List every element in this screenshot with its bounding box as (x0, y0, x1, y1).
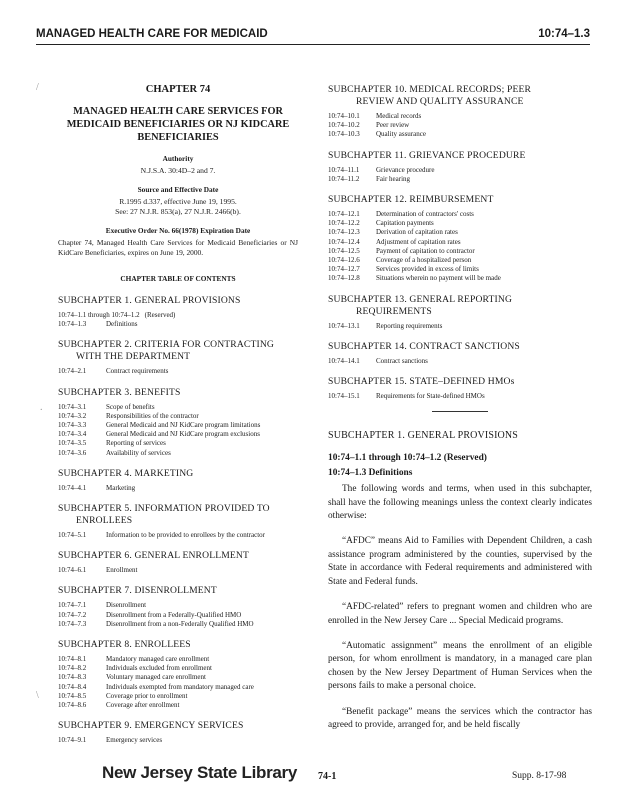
toc-entry (58, 601, 298, 610)
toc-subchapter-title-text: SUBCHAPTER 1. GENERAL PROVISIONS (58, 295, 241, 306)
toc-entry-title: Quality assurance (376, 130, 426, 139)
toc-entry-title: Coverage of a hospitalized person (376, 256, 472, 265)
toc-entry-number: 10:74–10.3 (328, 130, 360, 139)
toc-entry-title: (Reserved) (144, 311, 176, 319)
margin-mark: . (40, 402, 43, 413)
toc-entry-title: Individuals exempted from mandatory managed care (106, 682, 254, 691)
section-divider (432, 411, 488, 412)
right-column (328, 84, 592, 744)
toc-subchapter-title-text: SUBCHAPTER 13. GENERAL REPORTING (328, 293, 513, 305)
toc-entry-title: Capitation payments (376, 219, 434, 228)
toc-entry (328, 322, 592, 331)
toc-subchapter (328, 341, 592, 366)
toc-subchapter-title (328, 376, 592, 388)
toc-entry (58, 311, 298, 320)
toc-subchapter-title-text: SUBCHAPTER 8. ENROLLEES (58, 639, 191, 651)
toc-subchapter (58, 585, 298, 629)
toc-subchapter-title (58, 387, 298, 399)
body-paragraph: “Automatic assignment” means the enrollment of an eligible person, for whom enrollment is mandatory, in a managed care plan chosen by the New Jersey Department of Human Services when the persons fails to make a personal choice. (328, 640, 592, 692)
toc-entry-number: 10:74–7.1 (58, 601, 87, 610)
toc-entry-number: 10:74–12.4 (328, 237, 360, 246)
toc-entry-number: 10:74–12.1 (328, 210, 360, 219)
toc-entry-title: Requirements for State-defined HMOs (376, 392, 485, 401)
toc-entry-number: 10:74–12.8 (328, 274, 360, 283)
toc-subchapter (58, 387, 298, 458)
toc-subchapter-title (58, 585, 298, 597)
toc-entry (328, 130, 592, 139)
toc-entry (58, 566, 298, 575)
toc-subchapter (58, 468, 298, 493)
toc-entry-title: Disenrollment from a Federally-Qualified HMO (106, 610, 242, 619)
toc-entry (328, 265, 592, 274)
toc-entry-title: Scope of benefits (106, 402, 155, 411)
toc-subchapter (328, 84, 592, 140)
toc-subchapter-title (328, 341, 592, 353)
toc-entry-title: Peer review (376, 121, 410, 130)
toc-entry (58, 692, 298, 701)
toc-entry (328, 256, 592, 265)
toc-entry-title: Reporting of services (106, 439, 166, 448)
toc-entry-title: Contract requirements (106, 367, 169, 376)
toc-subchapter-title-text: SUBCHAPTER 12. REIMBURSEMENT (328, 194, 494, 206)
toc-entry-number: 10:74–12.6 (328, 256, 360, 265)
toc-entry-title: Situations wherein no payment will be made (376, 274, 501, 283)
toc-entry-number: 10:74–3.1 (58, 402, 87, 411)
toc-entry-number: 10:74–10.1 (328, 112, 360, 120)
toc-subchapter-title-text: SUBCHAPTER 11. GRIEVANCE PROCEDURE (328, 149, 526, 161)
toc-subchapter-title-text: SUBCHAPTER 2. CRITERIA FOR CONTRACTING (58, 339, 274, 351)
toc-subchapter-title (328, 150, 592, 162)
toc-entry-number: 10:74–12.3 (328, 228, 360, 237)
toc-entry (328, 392, 592, 401)
toc-entry-number: 10:74–8.5 (58, 691, 87, 700)
toc-entry-number: 10:74–12.7 (328, 265, 360, 274)
source-line-2: See: 27 N.J.R. 853(a), 27 N.J.R. 2466(b). (115, 207, 241, 216)
toc-entry (58, 655, 298, 664)
toc-entry (58, 531, 298, 540)
toc-entry-title: Disenrollment (106, 601, 147, 610)
toc-subchapter (58, 639, 298, 710)
toc-entry-number: 10:74–3.4 (58, 430, 87, 439)
source-heading: Source and Effective Date (137, 185, 219, 194)
toc-entry (328, 175, 592, 184)
authority-heading: Authority (162, 154, 194, 163)
toc-entry (328, 357, 592, 366)
toc-subchapter-title-text: SUBCHAPTER 14. CONTRACT SANCTIONS (328, 340, 520, 352)
toc-entry-title: Determination of contractors' costs (376, 210, 474, 219)
toc-heading: CHAPTER TABLE OF CONTENTS (120, 274, 236, 283)
toc-entry (58, 320, 298, 329)
toc-entry (58, 620, 298, 629)
body-paragraph: “Benefit package” means the services which the contractor has agreed to provide, arranged for, and be held fiscally (328, 706, 592, 730)
toc-subchapter (58, 720, 298, 745)
toc-entry-number: 10:74–8.3 (58, 673, 87, 682)
toc-entry (58, 367, 298, 376)
toc-entry-number: 10:74–8.4 (58, 682, 87, 691)
toc-subchapter-title-cont: WITH THE DEPARTMENT (76, 351, 191, 363)
toc-subchapter-title (328, 194, 592, 206)
body-paragraph: “AFDC-related” refers to pregnant women and children who are enrolled in the New Jersey Care ... Special Medicaid programs. (328, 602, 592, 626)
toc-entry (328, 210, 592, 219)
toc-right (328, 84, 592, 401)
supplement-date: Supp. 8-17-98 (512, 771, 567, 781)
toc-subchapter-title-text: SUBCHAPTER 15. STATE–DEFINED HMOs (328, 376, 515, 388)
toc-entry-title: Responsibilities of the contractor (106, 411, 199, 420)
toc-entry-title: Definitions (106, 320, 138, 329)
toc-entry-number: 10:74–3.6 (58, 448, 87, 457)
header-section: 10:74–1.3 (538, 28, 590, 40)
definitions-heading: 10:74–1.3 Definitions (328, 468, 413, 479)
toc-entry-number: 10:74–12.2 (328, 219, 360, 228)
toc-entry (328, 274, 592, 283)
toc-entry-title: Reporting requirements (376, 321, 443, 330)
toc-subchapter-title (58, 720, 298, 732)
toc-entry-number: 10:74–3.3 (58, 421, 87, 430)
toc-entry-title: Payment of capitation to contractor (376, 246, 475, 255)
toc-entry-number: 10:74–15.1 (328, 392, 360, 401)
toc-entry (58, 683, 298, 692)
toc-entry-number: 10:74–7.2 (58, 610, 87, 619)
toc-entry (58, 701, 298, 710)
toc-subchapter (328, 376, 592, 401)
source-line-1: R.1995 d.337, effective June 19, 1995. (119, 197, 237, 206)
toc-subchapter-title (328, 84, 592, 108)
toc-entry-number: 10:74–2.1 (58, 367, 87, 376)
toc-entry-title: Emergency services (106, 736, 163, 745)
toc-entry (328, 121, 592, 130)
running-header (36, 26, 590, 44)
body-text (328, 483, 592, 732)
toc-subchapter-title-text: SUBCHAPTER 7. DISENROLLMENT (58, 585, 217, 597)
toc-subchapter-title (58, 503, 298, 527)
toc-entry (58, 439, 298, 448)
body-paragraph: The following words and terms, when used in this subchapter, shall have the following meanings unless the context clearly indicates otherwise: (328, 484, 592, 522)
library-stamp: New Jersey State Library (102, 763, 298, 782)
margin-mark: \ (36, 690, 39, 701)
toc-entry-number: 10:74–11.2 (328, 174, 360, 183)
page-number: 74-1 (318, 771, 337, 782)
toc-entry-number: 10:74–1.3 (58, 320, 87, 329)
toc-entry (58, 403, 298, 412)
toc-subchapter-title-text: SUBCHAPTER 10. MEDICAL RECORDS; PEER (328, 84, 532, 95)
toc-subchapter-title-text: SUBCHAPTER 5. INFORMATION PROVIDED TO (58, 503, 270, 515)
toc-entry-title: Coverage prior to enrollment (106, 691, 188, 700)
toc-subchapter-title-cont: REVIEW AND QUALITY ASSURANCE (356, 96, 524, 107)
toc-left (58, 295, 298, 745)
toc-subchapter (328, 150, 592, 184)
toc-subchapter (328, 194, 592, 284)
toc-entry-number: 10:74–8.6 (58, 701, 87, 710)
toc-entry-title: Disenrollment from a non-Federally Qualified HMO (106, 619, 254, 628)
toc-subchapter-title-text: SUBCHAPTER 3. BENEFITS (58, 386, 181, 398)
toc-entry (58, 430, 298, 439)
toc-entry (328, 219, 592, 228)
toc-subchapter (328, 294, 592, 331)
chapter-title: MANAGED HEALTH CARE SERVICES FOR MEDICAID BENEFICIARIES OR NJ KIDCARE BENEFICIARIES (66, 106, 290, 143)
toc-entry (328, 166, 592, 175)
toc-subchapter-title (58, 295, 298, 307)
toc-entry-number: 10:74–14.1 (328, 356, 360, 365)
toc-entry (58, 449, 298, 458)
toc-subchapter-title (58, 339, 298, 363)
toc-entry-number: 10:74–12.5 (328, 246, 360, 255)
toc-entry-title: Availability of services (106, 448, 171, 457)
toc-entry (328, 247, 592, 256)
reserved-heading: 10:74–1.1 through 10:74–1.2 (Reserved) (328, 453, 487, 464)
toc-entry (58, 611, 298, 620)
toc-subchapter-title (58, 639, 298, 651)
toc-subchapter (58, 503, 298, 540)
header-title: MANAGED HEALTH CARE FOR MEDICAID (36, 28, 268, 40)
toc-subchapter-title-cont: REQUIREMENTS (356, 305, 432, 317)
body-paragraph: “AFDC” means Aid to Families with Dependent Children, a cash assistance program administered by the counties, supervised by the State in accordance with Federal requirements and administered with State and Federal funds. (328, 536, 592, 587)
toc-entry (58, 673, 298, 682)
toc-entry-title: Individuals excluded from enrollment (106, 664, 212, 673)
toc-entry-number: 10:74–3.2 (58, 411, 87, 420)
toc-entry (58, 736, 298, 745)
toc-subchapter-title-text: SUBCHAPTER 4. MARKETING (58, 467, 194, 479)
toc-entry-number: 10:74–8.1 (58, 655, 87, 664)
toc-entry-number: 10:74–3.5 (58, 439, 87, 448)
toc-entry-number: 10:74–1.1 through 10:74–1.2 (58, 311, 140, 319)
toc-subchapter-title-text: SUBCHAPTER 6. GENERAL ENROLLMENT (58, 550, 249, 562)
exec-order-text: Chapter 74, Managed Health Care Services for Medicaid Beneficiaries or NJ KidCare Beneficiaries, expires on June 19, 2000. (58, 238, 298, 257)
margin-mark: / (36, 82, 39, 93)
toc-entry-title: Services provided in excess of limits (376, 265, 479, 274)
toc-entry-title: Mandatory managed care enrollment (106, 655, 210, 664)
toc-subchapter-title (328, 294, 592, 318)
toc-entry-number: 10:74–6.1 (58, 566, 87, 575)
toc-entry (58, 412, 298, 421)
toc-entry-number: 10:74–4.1 (58, 483, 87, 492)
toc-entry-title: Derivation of capitation rates (376, 228, 458, 237)
toc-subchapter-title (58, 550, 298, 562)
toc-subchapter-title (58, 468, 298, 480)
toc-entry (58, 484, 298, 493)
toc-entry-title: Coverage after enrollment (106, 701, 180, 710)
toc-entry-title: Enrollment (106, 566, 138, 575)
toc-subchapter-title-text: SUBCHAPTER 9. EMERGENCY SERVICES (58, 720, 244, 732)
toc-entry (58, 421, 298, 430)
toc-entry-title: Marketing (106, 483, 136, 492)
toc-entry-title: Medical records (376, 112, 422, 120)
toc-entry (328, 238, 592, 247)
toc-entry-title: Voluntary managed care enrollment (106, 673, 206, 682)
authority-text: N.J.S.A. 30:4D–2 and 7. (140, 166, 216, 175)
toc-entry-number: 10:74–7.3 (58, 619, 87, 628)
toc-entry-number: 10:74–9.1 (58, 736, 87, 745)
toc-entry-title: Information to be provided to enrollees by the contractor (106, 531, 266, 540)
left-column (58, 84, 298, 755)
toc-subchapter-title-cont: ENROLLEES (76, 515, 133, 527)
toc-entry-number: 10:74–11.1 (328, 165, 360, 174)
toc-subchapter (58, 550, 298, 575)
toc-subchapter (58, 339, 298, 376)
header-rule (36, 44, 590, 45)
toc-entry (328, 228, 592, 237)
exec-order-heading: Executive Order No. 66(1978) Expiration Date (105, 226, 251, 235)
toc-entry-title: General Medicaid and NJ KidCare program limitations (106, 421, 261, 430)
toc-entry-title: General Medicaid and NJ KidCare program exclusions (106, 430, 260, 439)
chapter-number: CHAPTER 74 (145, 84, 211, 95)
toc-entry-number: 10:74–13.1 (328, 321, 360, 330)
toc-entry-title: Contract sanctions (376, 356, 428, 365)
body-subchapter-heading: SUBCHAPTER 1. GENERAL PROVISIONS (328, 430, 519, 442)
toc-entry-number: 10:74–8.2 (58, 664, 87, 673)
toc-subchapter (58, 295, 298, 329)
toc-entry-title: Fair hearing (376, 174, 411, 183)
toc-entry-title: Adjustment of capitation rates (376, 237, 461, 246)
toc-entry-title: Grievance procedure (376, 165, 435, 174)
toc-entry-number: 10:74–5.1 (58, 531, 87, 540)
toc-entry-number: 10:74–10.2 (328, 121, 360, 130)
toc-entry (328, 112, 592, 121)
toc-entry (58, 664, 298, 673)
